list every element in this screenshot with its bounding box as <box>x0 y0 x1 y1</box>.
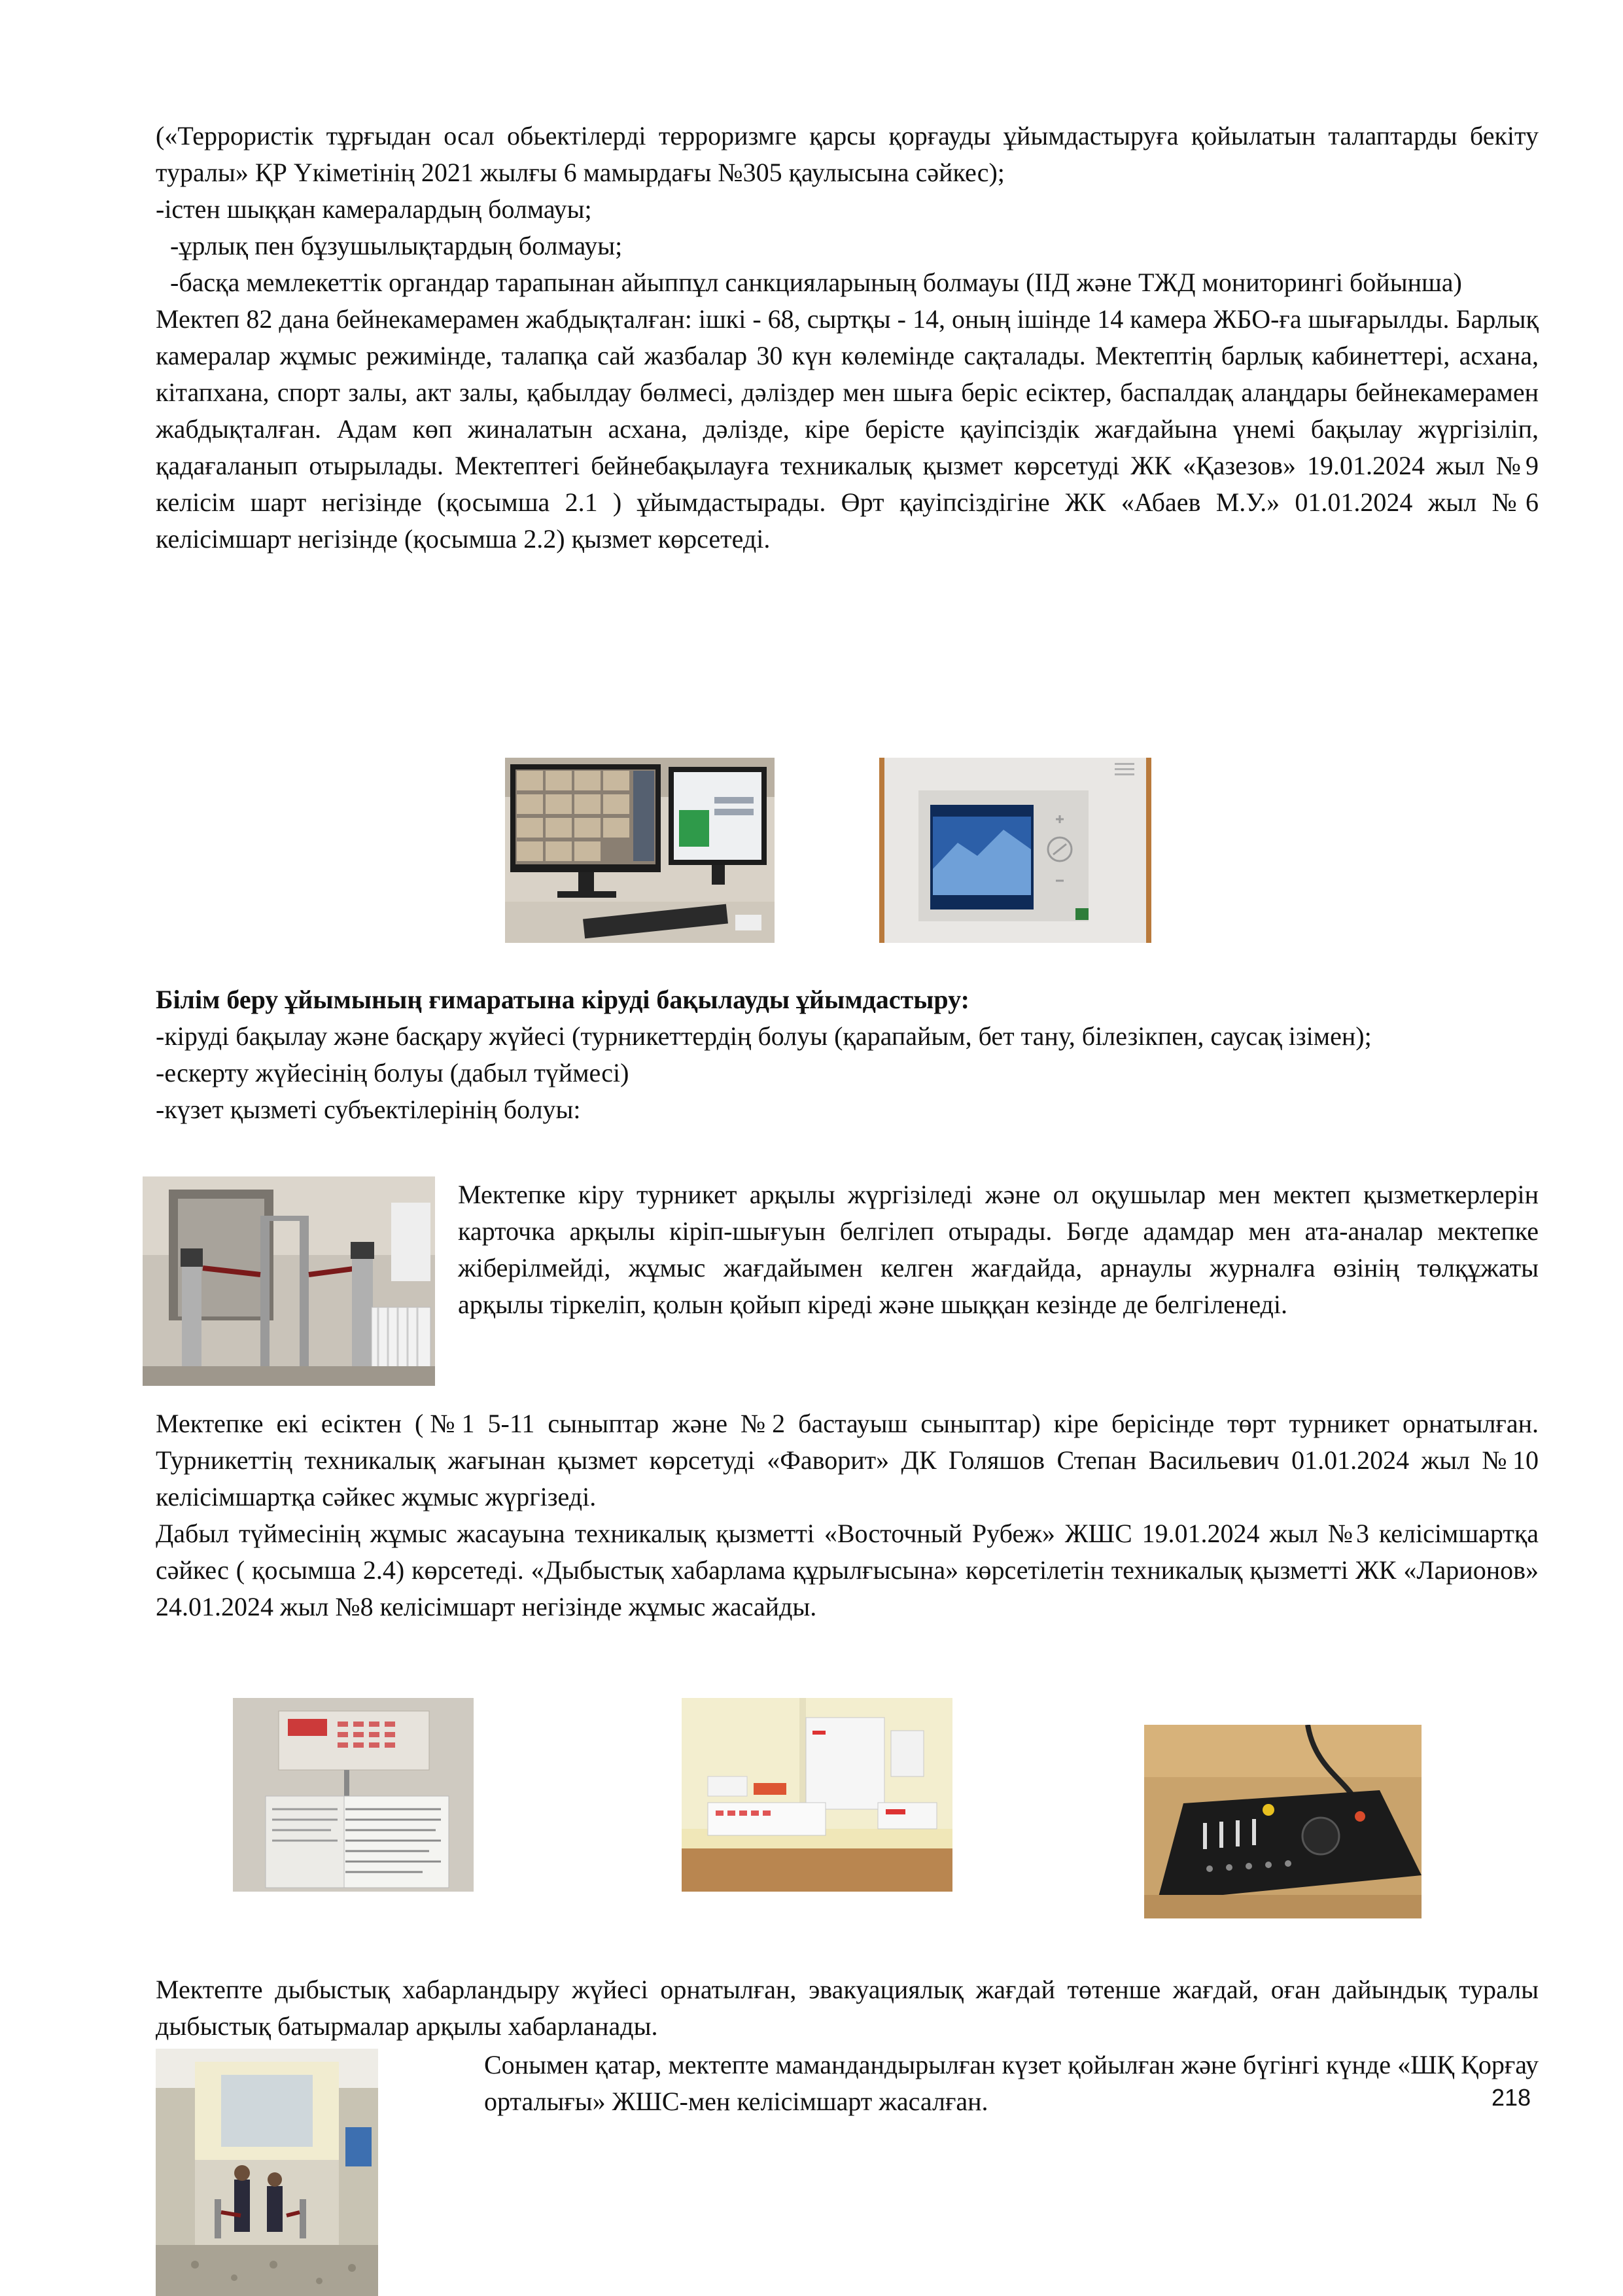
photo-turnstile <box>143 1176 435 1386</box>
section-turnstile-service <box>156 1405 1539 1625</box>
photo-alarm-keypad <box>233 1698 474 1892</box>
paragraph-camera-equipment: Мектеп 82 дана бейнекамерамен жабдықталған: ішкі - 68, сыртқы - 14, оның ішінде 14 камера ЖБО-ға шығарылды. Барлық камералар жұмыс режимінде, талапқа сай жазбалар 30 күн көлемінде сақталады. Мектептің барлық кабинеттері, асхана, кітапхана, спорт залы, акт залы, қабылдау бөлмесі, дәлiздер мен шыға беріс есіктер, баспалдақ алаңдары бейнекамерамен жабдықталған. Адам көп жиналатын асхана, дәлізде, кіре берісте қауіпсіздік жағдайына үнемі бақылау жүргізіліп, қадағаланып отырылады. Мектептегі бейнебақылауға техникалық қызмет көрсетуді ЖК «Қазезов» 19.01.2024 жыл №9 келісім шарт негізінде (қосымша 2.1 ) ұйымдастырады. Өрт қауіпсіздігіне ЖК «Абаев М.У.» 01.01.2024 жыл №6 келісімшарт негізінде (қосымша 2.2) қызмет көрсетеді. <box>156 304 1539 554</box>
heading-access-control: Білім беру ұйымының ғимаратына кіруді бақылауды ұйымдастыру: <box>156 985 969 1014</box>
photo-cctv-monitors <box>505 758 775 943</box>
photo-fire-panel <box>879 758 1151 943</box>
bullet-no-fines: -басқа мемлекеттік органдар тарапынан айыппұл санкцияларының болмауы (ІІД және ТЖД мониторингі бойынша) <box>170 268 1462 297</box>
paragraph-decree-reference: («Террористік тұрғыдан осал обьектілерді терроризмге қарсы қорғауды ұйымдастыруға қойылатын талаптарды бекіту туралы» ҚР Үкіметінің 2021 жылғы 6 мамырдағы №305 қаулысына сәйкес); <box>156 121 1539 187</box>
photo-school-entrance <box>156 2049 378 2296</box>
bullet-no-broken-cameras: -істен шыққан камералардың болмауы; <box>156 194 592 224</box>
bullet-security-service: -күзет қызметі субъектілерінің болуы: <box>156 1095 581 1124</box>
photo-alarm-cabinets <box>682 1698 952 1892</box>
section-video-surveillance <box>156 118 1539 557</box>
bullet-no-theft: -ұрлық пен бұзушылықтардың болмауы; <box>170 231 623 260</box>
section-announcement-system <box>156 1971 1539 2045</box>
paragraph-announcement: Мектепте дыбыстық хабарландыру жүйесі орнатылған, эвакуациялық жағдай төтенше жағдай, оған дайындық туралы дыбыстық батырмалар арқылы хабарланады. <box>156 1975 1539 2041</box>
paragraph-turnstile-contract: Мектепке екі есіктен (№1 5-11 сыныптар және №2 бастауыш сыныптар) кіре берісінде төрт турникет орнатылған. Турникеттің техникалық жағынан қызмет көрсетуді «Фаворит» ДК Голяшов Степан Васильевич 01.01.2024 жыл №10 келісімшартқа сәйкес жұмыс жүргізеді. <box>156 1409 1539 1511</box>
bullet-access-system: -кіруді бақылау және басқару жүйесі (турникеттердің болуы (қарапайым, бет тану, білезікпен, саусақ ізімен); <box>156 1021 1372 1051</box>
paragraph-alarm-contract: Дабыл түймесінің жұмыс жасауына техникалық қызметті «Восточный Рубеж» ЖШС 19.01.2024 жыл №3 келісімшартқа сәйкес ( қосымша 2.4) көрсетеді. «Дыбыстық хабарлама құрылғысына» көрсетілетін техникалық қызметті ЖК «Ларионов» 24.01.2024 жыл №8 келісімшарт негізінде жұмыс жасайды. <box>156 1519 1539 1621</box>
paragraph-turnstile-entry: Мектепке кіру турникет арқылы жүргізіледі және ол оқушылар мен мектеп қызметкерлерін карточка арқылы кіріп-шығуын белгілеп отырады. Бөгде адамдар мен ата-аналар мектепке жіберілмейді, жұмыс жағдайымен келген жағдайда, арнаулы журналға өзінің төлқұжаты арқылы тіркеліп, қолын қойып кіреді және шыққан кезінде де белгіленеді. <box>458 1180 1539 1319</box>
paragraph-security-contract: Сонымен қатар, мектепте мамандандырылған күзет қойылған және бүгінгі күнде «ШҚ Қорғау орталығы» ЖШС-мен келісімшарт жасалған. <box>484 2050 1539 2116</box>
page-number: 218 <box>1492 2084 1531 2111</box>
photo-announcement-console <box>1144 1725 1422 1918</box>
section-access-control <box>156 981 1539 1128</box>
bullet-alarm-button: -ескерту жүйесінің болуы (дабыл түймесі) <box>156 1058 629 1087</box>
